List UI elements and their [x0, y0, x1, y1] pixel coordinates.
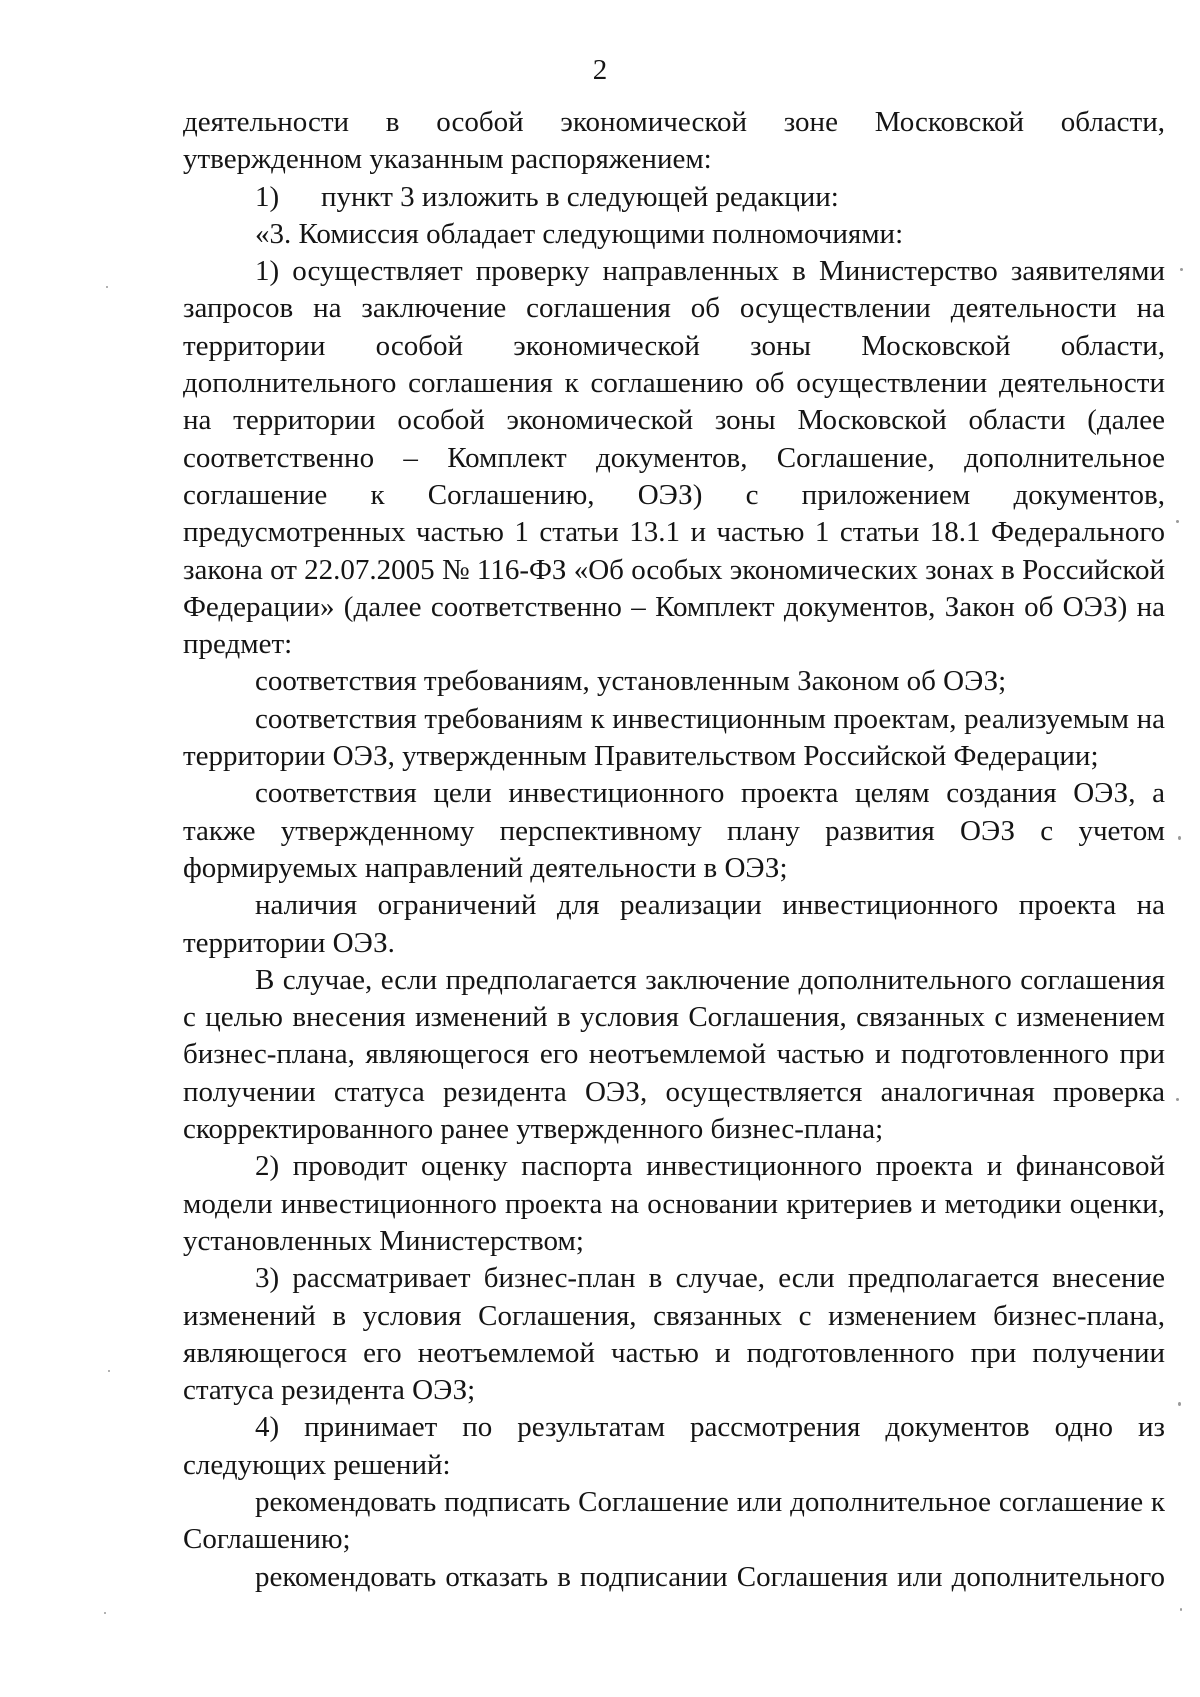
scan-speck: [1180, 1608, 1182, 1611]
amendment-item-text: пункт 3 изложить в следующей редакции:: [321, 180, 839, 213]
power-1-paragraph: 1) осуществляет проверку направленных в Министерство заявителями запросов на заключение соглашения об осуществлении деятельности на территории особой экономической зоны Московской области, дополнительного соглашения к соглашению об осуществлении деятельности на территории особой экономической зоны Московской области (далее соответственно – Комплект документов, Соглашение, дополнительное соглашение к Соглашению, ОЭЗ) с приложением документов, предусмотренных частью 1 статьи 13.1 и частью 1 статьи 18.1 Федерального закона от 22.07.2005 № 116-ФЗ «Об особых экономических зонах в Российской Федерации» (далее соответственно – Комплект документов, Закон об ОЭЗ) на предмет:: [183, 255, 1165, 661]
scan-speck: [108, 1370, 110, 1372]
check-item-project-requirements: соответствия требованиям к инвестиционным проектам, реализуемым на территории ОЭЗ, утвержденным Правительством Российской Федерации;: [183, 702, 1165, 773]
check-item-restrictions: наличия ограничений для реализации инвестиционного проекта на территории ОЭЗ.: [183, 889, 1165, 959]
check-item-project-goals: соответствия цели инвестиционного проекта целям создания ОЭЗ, а также утвержденному перспективному плану развития ОЭЗ с учетом формируемых направлений деятельности в ОЭЗ;: [183, 777, 1165, 884]
amendment-item-number: 1): [255, 180, 280, 213]
page-number: 2: [592, 54, 608, 86]
power-4-paragraph: 4) принимает по результатам рассмотрения документов одно из следующих решений:: [183, 1411, 1165, 1481]
clause-3-heading: «3. Комиссия обладает следующими полномочиями:: [255, 217, 904, 250]
power-2-paragraph: 2) проводит оценку паспорта инвестиционного проекта и финансовой модели инвестиционного проекта на основании критериев и методики оценки, установленных Министерством;: [183, 1150, 1165, 1257]
scan-speck: [1180, 268, 1183, 271]
scan-speck: [1178, 836, 1181, 840]
scan-speck: [1176, 1098, 1179, 1101]
power-3-paragraph: 3) рассматривает бизнес-план в случае, если предполагается внесение изменений в условия Соглашения, связанных с изменением бизнес-плана, являющегося его неотъемлемой частью и подготовленного при получении статуса резидента ОЭЗ;: [183, 1262, 1165, 1407]
scan-speck: [104, 1612, 106, 1614]
check-item-law-requirements: соответствия требованиям, установленным Законом об ОЭЗ;: [255, 665, 1007, 698]
decision-option-refuse: рекомендовать отказать в подписании Соглашения или дополнительного: [255, 1560, 1165, 1593]
paragraph-continuation: деятельности в особой экономической зоне Московской области, утвержденном указанным распоряжением:: [183, 106, 1165, 176]
scan-speck: [1176, 520, 1179, 523]
document-body: [183, 104, 1165, 1596]
scan-speck: [106, 286, 108, 288]
scan-speck: [1178, 1402, 1181, 1406]
amendment-item-1: [183, 179, 1165, 216]
decision-option-sign: рекомендовать подписать Соглашение или дополнительное соглашение к Соглашению;: [183, 1485, 1165, 1556]
supplementary-agreement-paragraph: В случае, если предполагается заключение дополнительного соглашения с целью внесения изменений в условия Соглашения, связанных с изменением бизнес-плана, являющегося его неотъемлемой частью и подготовленного при получении статуса резидента ОЭЗ, осуществляется аналогичная проверка скорректированного ранее утвержденного бизнес-плана;: [183, 963, 1165, 1146]
